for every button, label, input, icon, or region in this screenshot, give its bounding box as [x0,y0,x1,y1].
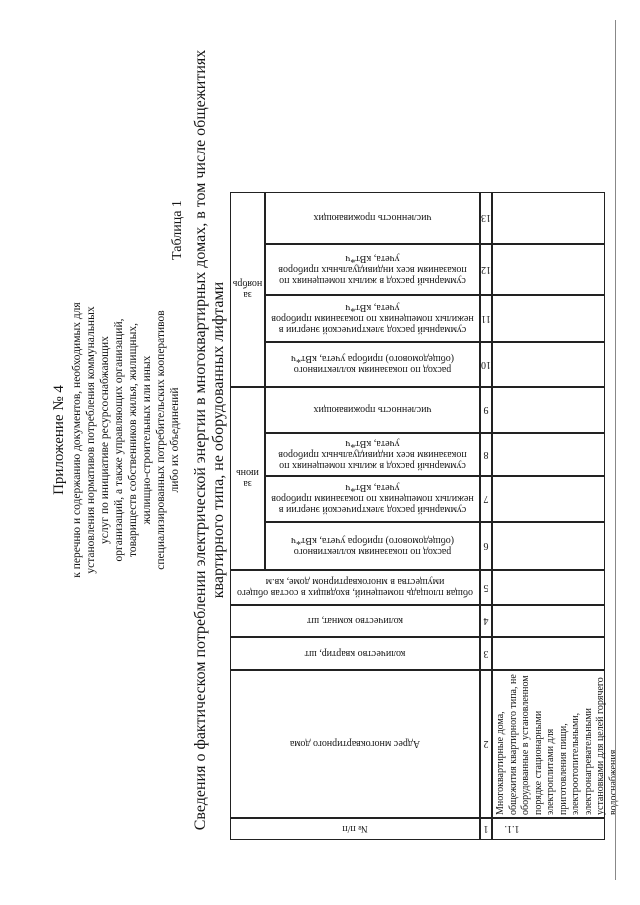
header-address: Адрес многоквартирного дома [289,738,421,750]
appendix-line: организаций, а также управляющих организаций, [113,318,125,562]
appendix-line: товариществ собственников жилья, жилищных, [127,323,139,557]
data-cell [492,522,605,570]
main-title [192,40,228,840]
col-number-6: 6 [483,540,489,552]
table-label: Таблица 1 [170,200,185,260]
data-cell [492,637,605,670]
col-number-7: 7 [483,493,489,505]
data-cell [492,605,605,637]
subheader-10: расход по показаниям коллективного (общедомового) прибора учета, кВт*ч [290,353,455,376]
appendix-line: жилищно-строительных или иных [141,355,153,525]
appendix-title: Приложение № 4 [51,385,67,495]
header-area: общая площадь помещений, входящих в состав общего имущества в многоквартирном доме, кв.м [237,576,473,599]
col-number-12: 12 [481,264,491,275]
data-cell [492,570,605,605]
appendix-line: к перечню и содержанию документов, необходимых для [71,302,83,578]
main-title-line: квартирного типа, не оборудованных лифтами [210,281,227,599]
subheader-7: суммарный расход электрической энергии в нежилых помещениях по показаниям приборов учета, кВт*ч [271,482,474,516]
subheader-9: численность проживающих [313,404,432,416]
col-number-1: 1 [483,823,489,835]
group-november-label: за ноябрь [232,278,263,301]
rotated-sheet [20,20,620,880]
subheader-12: суммарный расход в жилых помещениях по показаниям всех индивидуальных приборов учета, кВт*ч [278,253,467,286]
col-number-2: 2 [483,738,489,750]
appendix-line: либо их объединений [169,387,181,493]
subheader-13: численность проживающих [313,212,432,224]
col-number-9: 9 [483,404,489,416]
main-title-line: Сведения о фактическом потреблении электрической энергии в многоквартирных домах, в том числе общежитиях [192,49,209,831]
subheader-6: расход по показаниям коллективного (общедомового) прибора учета, кВт*ч [290,535,455,557]
col-number-4: 4 [483,615,489,627]
appendix-line: установления нормативов потребления коммунальных [85,306,97,574]
appendix-line: услуг по инициативе ресурсоснабжающих [99,336,111,544]
appendix-header [50,190,182,690]
data-cell [492,387,605,433]
col-number-5: 5 [483,582,489,593]
data-cell [492,192,605,244]
subheader-11: суммарный расход электрической энергии в нежилых помещениях по показаниям приборов учета, кВт*ч [271,302,474,335]
header-rooms: количество комнат, шт [307,615,403,627]
data-cell [492,244,605,295]
col-number-10: 10 [481,359,491,370]
col-number-8: 8 [483,449,489,460]
header-num: № п/п [342,823,368,835]
row-description: Многоквартирные дома, общежития квартирного типа, не оборудованные в установленном порядке стационарными электроплитами для приготовления пищи, электроотопительными, электронагревательными установками для целей горячего водоснабжения [495,674,619,815]
col-number-13: 13 [481,212,491,224]
data-cell [492,295,605,342]
subheader-8: суммарный расход в жилых помещениях по показаниям всех индивидуальных приборов учета, кВт*ч [278,438,467,471]
col-number-11: 11 [481,313,491,324]
appendix-line: специализированных потребительских кооперативов [155,310,167,570]
data-cell [492,342,605,387]
col-number-3: 3 [483,648,489,659]
page-edge-line [615,20,616,880]
data-cell [492,476,605,522]
data-cell [492,433,605,476]
header-apartments: количество квартир, шт [304,648,406,659]
row-number: 1.1. [504,823,520,835]
group-june-label: за июнь [236,467,259,490]
